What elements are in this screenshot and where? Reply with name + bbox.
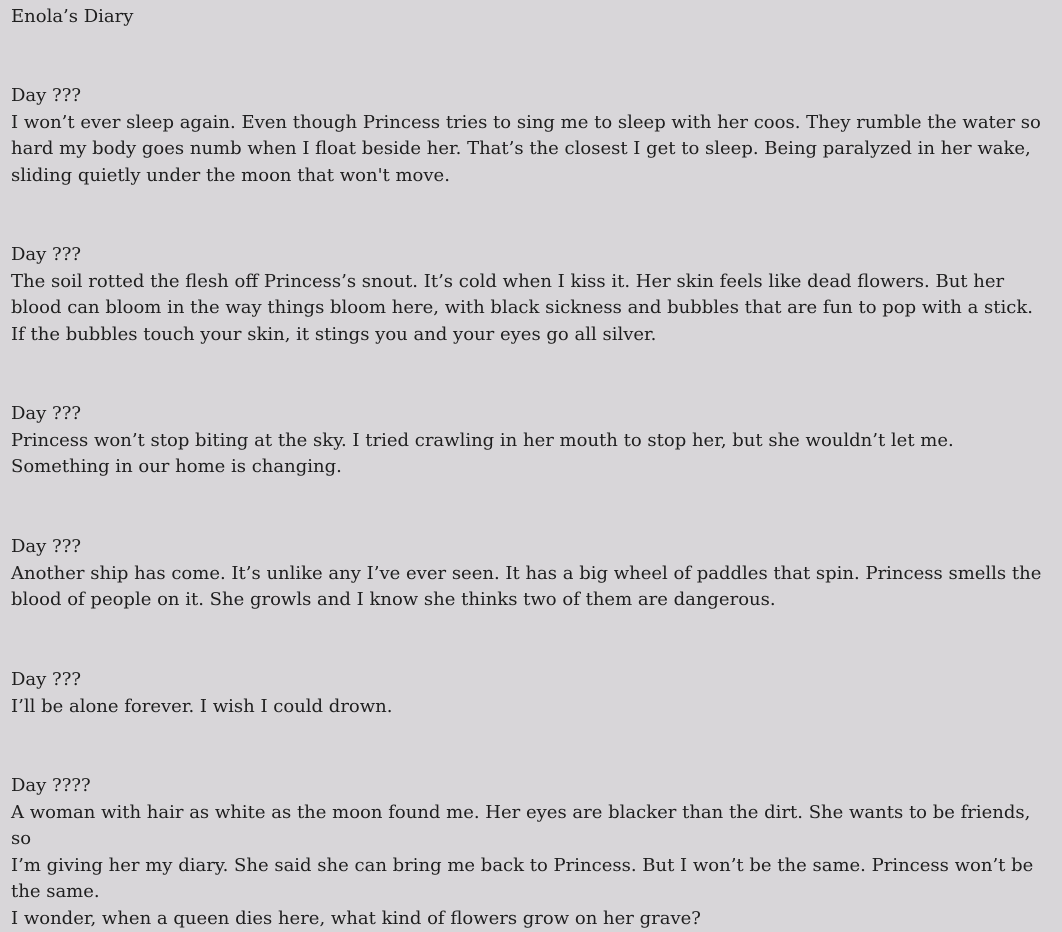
diary-entry [11, 534, 1051, 614]
diary-entry [11, 667, 1051, 720]
page-title: Enola’s Diary [11, 4, 133, 31]
entry-line: I wonder, when a queen dies here, what kind of flowers grow on her grave? [11, 906, 1051, 932]
entry-day: Day ??? [11, 83, 1051, 110]
entry-line: Something in our home is changing. [11, 454, 1051, 481]
entry-line: I won’t ever sleep again. Even though Princess tries to sing me to sleep with her coos. They rumble the water so [11, 110, 1051, 137]
entry-line: sliding quietly under the moon that won't move. [11, 163, 1051, 190]
entry-line: Another ship has come. It’s unlike any I’ve ever seen. It has a big wheel of paddles that spin. Princess smells the [11, 561, 1051, 588]
entry-line: hard my body goes numb when I float beside her. That’s the closest I get to sleep. Being paralyzed in her wake, [11, 136, 1051, 163]
entry-line: blood can bloom in the way things bloom here, with black sickness and bubbles that are fun to pop with a stick. [11, 295, 1051, 322]
entry-line: If the bubbles touch your skin, it stings you and your eyes go all silver. [11, 322, 1051, 349]
diary-entry [11, 773, 1051, 932]
entry-day: Day ??? [11, 401, 1051, 428]
entry-line: Princess won’t stop biting at the sky. I tried crawling in her mouth to stop her, but she wouldn’t let me. [11, 428, 1051, 455]
entry-line: The soil rotted the flesh off Princess’s snout. It’s cold when I kiss it. Her skin feels like dead flowers. But her [11, 269, 1051, 296]
diary-entry [11, 83, 1051, 189]
entry-day: Day ??? [11, 534, 1051, 561]
entry-day: Day ??? [11, 667, 1051, 694]
entry-line: the same. [11, 879, 1051, 906]
entry-line: A woman with hair as white as the moon found me. Her eyes are blacker than the dirt. She wants to be friends, so [11, 800, 1051, 853]
entry-line: I’m giving her my diary. She said she can bring me back to Princess. But I won’t be the same. Princess won’t be [11, 853, 1051, 880]
diary-entry [11, 242, 1051, 348]
entry-day: Day ??? [11, 242, 1051, 269]
entry-line: blood of people on it. She growls and I know she thinks two of them are dangerous. [11, 587, 1051, 614]
entry-line: I’ll be alone forever. I wish I could drown. [11, 694, 1051, 721]
diary-entry [11, 401, 1051, 481]
entry-day: Day ???? [11, 773, 1051, 800]
